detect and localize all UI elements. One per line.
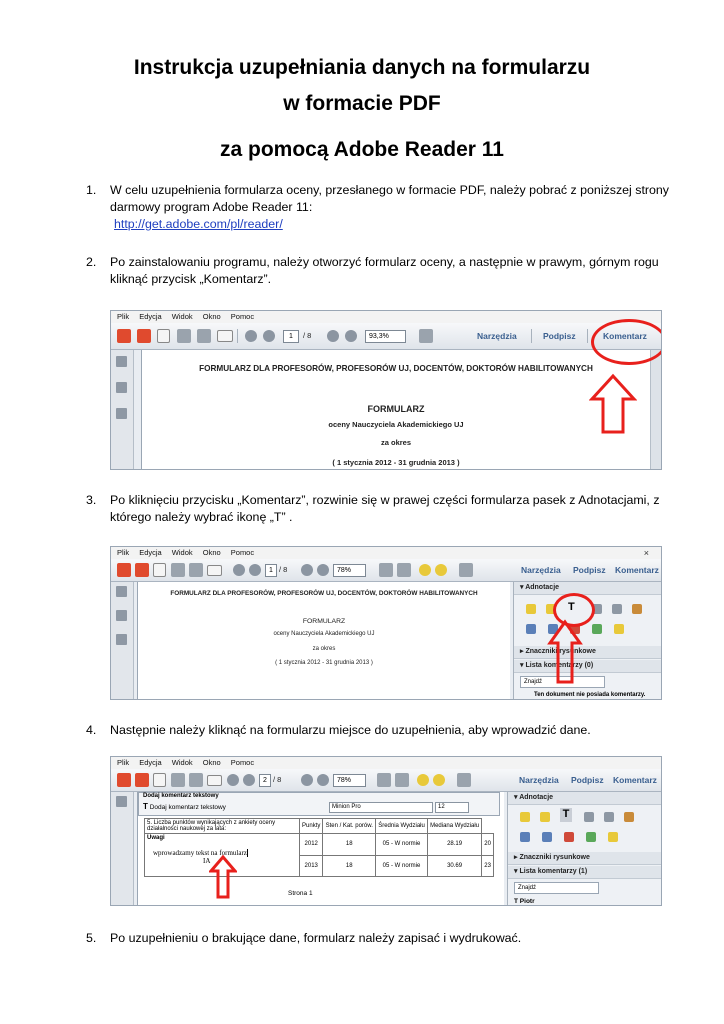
stamp-icon[interactable] bbox=[624, 812, 634, 822]
form-dates: ( 1 stycznia 2012 - 31 grudnia 2013 ) bbox=[332, 458, 460, 467]
dialog-tool-label[interactable]: T Dodaj komentarz tekstowy bbox=[143, 802, 226, 811]
pages-icon[interactable] bbox=[116, 356, 127, 367]
create-pdf-icon[interactable] bbox=[117, 773, 131, 787]
sign-button[interactable]: Podpisz bbox=[543, 331, 576, 341]
underline-icon[interactable] bbox=[586, 832, 596, 842]
add-text-icon[interactable]: T bbox=[560, 808, 572, 822]
text-comment-icon: T bbox=[514, 898, 518, 905]
comment-list-header[interactable]: ▾ Lista komentarzy (0) bbox=[514, 660, 661, 673]
toolbar bbox=[111, 769, 661, 792]
menu-edit[interactable]: Edycja bbox=[139, 312, 162, 321]
step-3 bbox=[86, 492, 666, 528]
font-size-select[interactable]: 12 bbox=[435, 802, 469, 813]
menu-window[interactable]: Okno bbox=[202, 312, 221, 321]
save-icon[interactable] bbox=[171, 773, 185, 787]
print-icon[interactable] bbox=[197, 329, 211, 343]
text-tool-icon: T bbox=[143, 802, 148, 811]
sign-button[interactable]: Podpisz bbox=[573, 565, 606, 575]
comment-bubble-icon[interactable] bbox=[419, 564, 431, 576]
prev-page-icon[interactable] bbox=[245, 330, 257, 342]
record-audio-icon[interactable] bbox=[612, 604, 622, 614]
left-rail bbox=[111, 792, 134, 905]
read-mode-icon[interactable] bbox=[457, 773, 471, 787]
text-highlight-icon[interactable] bbox=[614, 624, 624, 634]
close-icon[interactable]: × bbox=[643, 548, 649, 558]
annotations-header[interactable]: ▾ Adnotacje bbox=[508, 792, 661, 805]
fit-page-icon[interactable] bbox=[377, 773, 391, 787]
text-highlight-icon[interactable] bbox=[608, 832, 618, 842]
pages-icon[interactable] bbox=[116, 586, 127, 597]
drawing-markups-header[interactable]: ▸ Znaczniki rysunkowe bbox=[514, 646, 661, 659]
page-number-input[interactable]: 2 bbox=[259, 774, 271, 787]
edit-icon[interactable] bbox=[157, 329, 170, 343]
step-1 bbox=[86, 182, 669, 234]
pages-icon[interactable] bbox=[116, 796, 127, 807]
fit-page-icon[interactable] bbox=[419, 329, 433, 343]
page-total: / 8 bbox=[303, 331, 312, 340]
typed-comment-text[interactable]: wprowadzamy tekst na formularz bbox=[153, 849, 247, 857]
page-number-input[interactable]: 1 bbox=[265, 564, 277, 577]
comment-search-input[interactable]: Znajdź bbox=[514, 882, 599, 894]
menu-file[interactable]: Plik bbox=[117, 312, 130, 321]
highlight-icon[interactable] bbox=[433, 774, 445, 786]
page-total: / 8 bbox=[273, 775, 282, 784]
zoom-select[interactable]: 93,3% bbox=[365, 330, 406, 343]
zoom-select[interactable]: 78% bbox=[333, 564, 366, 577]
attachment-icon[interactable] bbox=[116, 610, 127, 621]
zoom-out-icon[interactable] bbox=[327, 330, 339, 342]
form-period: za okres bbox=[312, 646, 336, 652]
reader-screenshot-3 bbox=[110, 756, 662, 906]
save-icon[interactable] bbox=[177, 329, 191, 343]
left-rail bbox=[111, 350, 134, 469]
next-page-icon[interactable] bbox=[249, 564, 261, 576]
menu-view[interactable]: Widok bbox=[171, 548, 193, 557]
menu-file[interactable]: Plik bbox=[117, 548, 130, 557]
text-comment-dialog[interactable] bbox=[138, 792, 500, 816]
doc-title-line2: w formacie PDF bbox=[283, 92, 441, 115]
next-page-icon[interactable] bbox=[243, 774, 255, 786]
menu-edit[interactable]: Edycja bbox=[139, 548, 162, 557]
menu-help[interactable]: Pomoc bbox=[230, 758, 255, 767]
edit-icon[interactable] bbox=[153, 773, 166, 787]
sticky-note-icon[interactable] bbox=[526, 604, 536, 614]
no-comments-text: Ten dokument nie posiada komentarzy. bbox=[534, 692, 646, 698]
step-text: Po kliknięciu przycisku „Komentarz”, rozwinie się w prawej części formularza pasek z Adnotacjami, z którego należy wybrać ikonę „T” . bbox=[110, 493, 660, 524]
doc-title-line3: za pomocą Adobe Reader 11 bbox=[220, 138, 504, 161]
doc-title-line1: Instrukcja uzupełniania danych na formularzu bbox=[133, 56, 591, 79]
tools-button[interactable]: Narzędzia bbox=[521, 565, 561, 575]
reader-screenshot-2 bbox=[110, 546, 662, 700]
step-number: 4. bbox=[86, 723, 97, 737]
pdf-page[interactable] bbox=[137, 582, 510, 699]
full-screen-icon[interactable] bbox=[397, 563, 411, 577]
comment-button[interactable]: Komentarz bbox=[615, 565, 659, 575]
stamp-icon[interactable] bbox=[632, 604, 642, 614]
open-icon[interactable] bbox=[135, 773, 149, 787]
page-total: / 8 bbox=[279, 565, 288, 574]
text-cursor-icon: IA bbox=[203, 857, 211, 865]
comment-list-header[interactable]: ▾ Lista komentarzy (1) bbox=[508, 866, 661, 879]
replace-text-icon[interactable] bbox=[520, 832, 530, 842]
pdf-page[interactable] bbox=[141, 350, 650, 469]
layers-icon[interactable] bbox=[116, 634, 127, 645]
zoom-out-icon[interactable] bbox=[301, 564, 313, 576]
zoom-in-icon[interactable] bbox=[317, 774, 329, 786]
form-dates: ( 1 stycznia 2012 - 31 grudnia 2013 ) bbox=[275, 660, 373, 666]
table-header-cell: Mediana Wydziału bbox=[427, 819, 481, 834]
remarks-cell[interactable]: Uwagi wprowadzamy tekst na formularz IA bbox=[145, 834, 300, 877]
step-number: 2. bbox=[86, 255, 97, 269]
form-table bbox=[144, 818, 494, 877]
create-pdf-icon[interactable] bbox=[117, 563, 131, 577]
step-number: 1. bbox=[86, 183, 97, 197]
comment-author[interactable]: T Piotr bbox=[514, 898, 535, 905]
step-number: 3. bbox=[86, 493, 97, 507]
toolbar bbox=[111, 323, 661, 350]
form-title: FORMULARZ DLA PROFESORÓW, PROFESORÓW UJ, DOCENTÓW, DOKTORÓW HABILITOWANYCH bbox=[199, 364, 593, 373]
email-icon[interactable] bbox=[207, 775, 222, 786]
pdf-page[interactable] bbox=[137, 792, 504, 905]
zoom-select[interactable]: 78% bbox=[333, 774, 366, 787]
menu-help[interactable]: Pomoc bbox=[230, 548, 255, 557]
edit-icon[interactable] bbox=[153, 563, 166, 577]
insert-text-icon[interactable] bbox=[542, 832, 552, 842]
highlight-text-icon[interactable] bbox=[540, 812, 550, 822]
toolbar bbox=[111, 559, 661, 582]
red-arrow-icon bbox=[209, 855, 237, 899]
email-icon[interactable] bbox=[207, 565, 222, 576]
layers-icon[interactable] bbox=[116, 408, 127, 419]
table-row: Uwagi wprowadzamy tekst na formularz IA 2012 18 05 - W normie 28.19 20 bbox=[145, 834, 494, 856]
save-icon[interactable] bbox=[171, 563, 185, 577]
table-header-cell: 5. Liczba punktów wynikających z ankiety oceny działalności naukowej za lata: bbox=[145, 819, 300, 834]
replace-text-icon[interactable] bbox=[526, 624, 536, 634]
print-icon[interactable] bbox=[189, 773, 203, 787]
menu-file[interactable]: Plik bbox=[117, 758, 130, 767]
menu-bar bbox=[111, 311, 661, 323]
zoom-in-icon[interactable] bbox=[345, 330, 357, 342]
zoom-out-icon[interactable] bbox=[301, 774, 313, 786]
highlight-icon[interactable] bbox=[435, 564, 447, 576]
read-mode-icon[interactable] bbox=[459, 563, 473, 577]
comment-search-input[interactable]: Znajdź bbox=[520, 676, 605, 688]
menu-view[interactable]: Widok bbox=[171, 312, 193, 321]
fit-page-icon[interactable] bbox=[379, 563, 393, 577]
menu-window[interactable]: Okno bbox=[202, 758, 221, 767]
email-icon[interactable] bbox=[217, 330, 233, 342]
reader-screenshot-1 bbox=[110, 310, 662, 470]
table-header-cell: Sten / Kat. porów. bbox=[323, 819, 376, 834]
form-subtitle: oceny Nauczyciela Akademickiego UJ bbox=[328, 420, 464, 429]
download-link[interactable]: http://get.adobe.com/pl/reader/ bbox=[114, 217, 283, 231]
menu-view[interactable]: Widok bbox=[171, 758, 193, 767]
comment-button[interactable]: Komentarz bbox=[603, 331, 647, 341]
menu-window[interactable]: Okno bbox=[202, 548, 221, 557]
open-icon[interactable] bbox=[135, 563, 149, 577]
page-footer: Strona 1 bbox=[288, 890, 313, 897]
table-header-cell: Średnia Wydziału bbox=[376, 819, 428, 834]
open-icon[interactable] bbox=[137, 329, 151, 343]
form-title: FORMULARZ DLA PROFESORÓW, PROFESORÓW UJ, DOCENTÓW, DOKTORÓW HABILITOWANYCH bbox=[170, 590, 478, 597]
zoom-in-icon[interactable] bbox=[317, 564, 329, 576]
table-header-cell: Punkty bbox=[300, 819, 323, 834]
create-pdf-icon[interactable] bbox=[117, 329, 131, 343]
tools-button[interactable]: Narzędzia bbox=[519, 775, 559, 785]
left-rail bbox=[111, 582, 134, 699]
step-5 bbox=[86, 930, 666, 948]
next-page-icon[interactable] bbox=[263, 330, 275, 342]
form-heading: FORMULARZ bbox=[302, 618, 346, 625]
tools-button[interactable]: Narzędzia bbox=[477, 331, 517, 341]
step-number: 5. bbox=[86, 931, 97, 945]
attach-file-icon[interactable] bbox=[584, 812, 594, 822]
print-icon[interactable] bbox=[189, 563, 203, 577]
comment-panel bbox=[507, 792, 661, 905]
table-row: 2013 18 05 - W normie 30.69 23 bbox=[145, 855, 494, 877]
prev-page-icon[interactable] bbox=[227, 774, 239, 786]
step-text: W celu uzupełnienia formularza oceny, przesłanego w formacie PDF, należy pobrać z poniższej strony darmowy program Adobe Reader 11: bbox=[110, 183, 669, 214]
dialog-title: Dodaj komentarz tekstowy bbox=[143, 793, 219, 799]
step-text: Po uzupełnieniu o brakujące dane, formularz należy zapisać i wydrukować. bbox=[110, 931, 522, 945]
full-screen-icon[interactable] bbox=[395, 773, 409, 787]
highlight-circle bbox=[591, 319, 662, 365]
menu-bar bbox=[111, 757, 661, 769]
form-period: za okres bbox=[380, 438, 412, 447]
comment-bubble-icon[interactable] bbox=[417, 774, 429, 786]
record-audio-icon[interactable] bbox=[604, 812, 614, 822]
step-text: Następnie należy kliknąć na formularzu miejsce do uzupełnienia, aby wprowadzić dane. bbox=[110, 723, 591, 737]
strikethrough-icon[interactable] bbox=[564, 832, 574, 842]
font-select[interactable]: Minion Pro bbox=[329, 802, 433, 813]
page-number-input[interactable]: 1 bbox=[283, 330, 299, 343]
red-arrow-icon bbox=[589, 373, 637, 435]
sticky-note-icon[interactable] bbox=[520, 812, 530, 822]
annotations-header[interactable]: ▾ Adnotacje bbox=[514, 582, 661, 595]
underline-icon[interactable] bbox=[592, 624, 602, 634]
attachment-icon[interactable] bbox=[116, 382, 127, 393]
add-text-icon[interactable]: T bbox=[568, 601, 575, 613]
drawing-markups-header[interactable]: ▸ Znaczniki rysunkowe bbox=[508, 852, 661, 865]
form-subtitle: oceny Nauczyciela Akademickiego UJ bbox=[273, 631, 375, 637]
menu-bar bbox=[111, 547, 661, 559]
menu-help[interactable]: Pomoc bbox=[230, 312, 255, 321]
step-2 bbox=[86, 254, 666, 290]
scrollbar[interactable] bbox=[650, 350, 661, 469]
form-heading: FORMULARZ bbox=[367, 404, 425, 414]
step-text: Po zainstalowaniu programu, należy otworzyć formularz oceny, a następnie w prawym, górnym rogu kliknąć przycisk „Komentarz”. bbox=[110, 255, 659, 286]
red-arrow-icon bbox=[547, 619, 583, 685]
sign-button[interactable]: Podpisz bbox=[571, 775, 604, 785]
menu-edit[interactable]: Edycja bbox=[139, 758, 162, 767]
step-4 bbox=[86, 722, 666, 740]
prev-page-icon[interactable] bbox=[233, 564, 245, 576]
comment-button[interactable]: Komentarz bbox=[613, 775, 657, 785]
